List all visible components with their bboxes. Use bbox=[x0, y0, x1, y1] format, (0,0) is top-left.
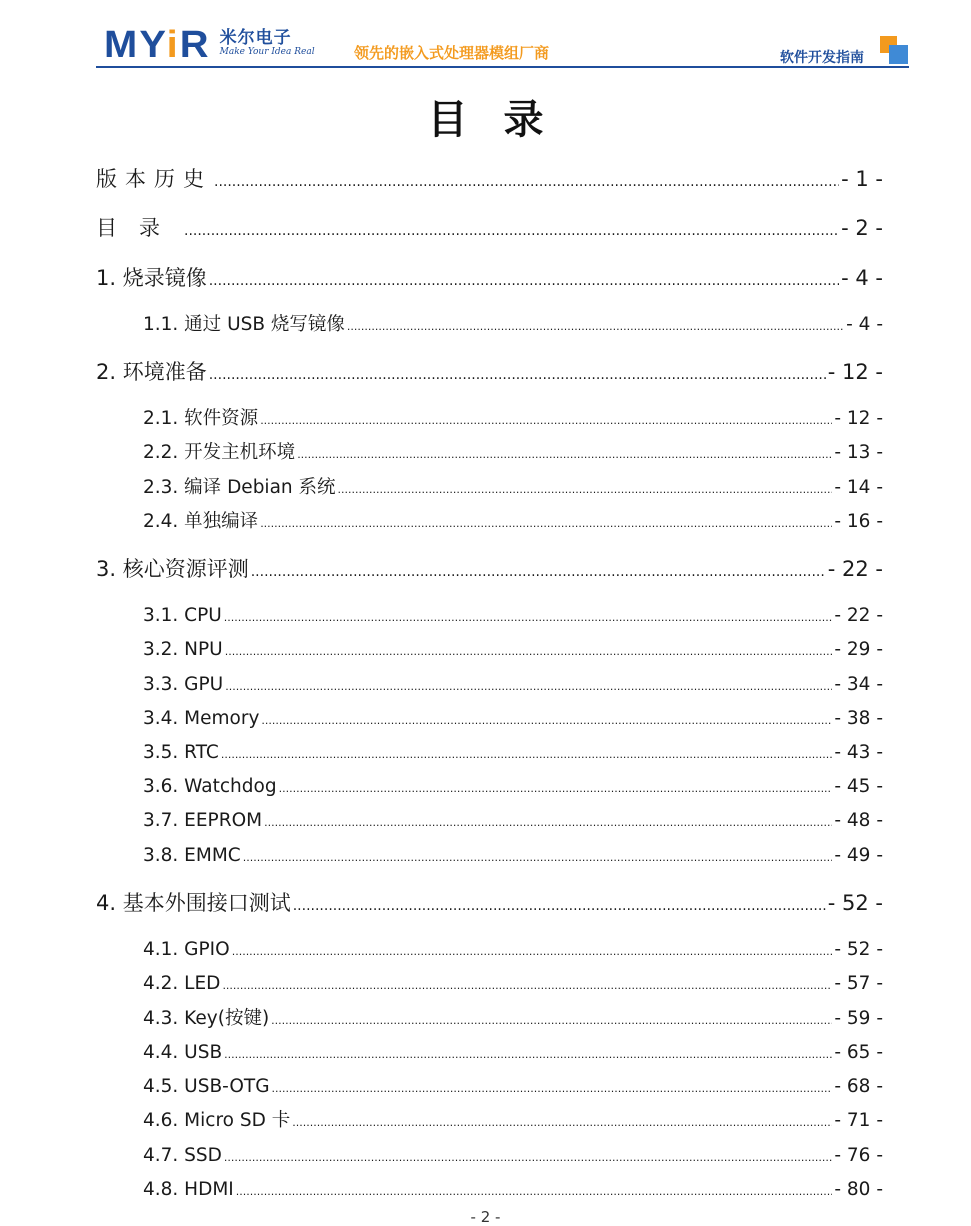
toc-entry-4-3[interactable]: 4.3. Key(按键) ..... - 59 - bbox=[143, 1006, 883, 1032]
toc-entry-4-6[interactable]: 4.6. Micro SD 卡 ..... - 71 - bbox=[143, 1108, 883, 1134]
toc-entry-4[interactable]: 4. 基本外围接口测试 ..... - 52 - bbox=[96, 888, 883, 918]
corner-square-blue-icon bbox=[889, 45, 908, 64]
toc-entry-version-history[interactable]: 版本历史 ..... - 1 - bbox=[96, 164, 883, 194]
toc-entry-2-4[interactable]: 2.4. 单独编译 ..... - 16 - bbox=[143, 509, 883, 535]
toc-entry-3-4[interactable]: 3.4. Memory ..... - 38 - bbox=[143, 706, 883, 732]
logo-chinese-name: 米尔电子 bbox=[219, 28, 292, 48]
toc-entry-2-1[interactable]: 2.1. 软件资源 ..... - 12 - bbox=[143, 406, 883, 432]
page-header bbox=[96, 20, 909, 70]
logo-tagline: Make Your Idea Real bbox=[219, 47, 315, 57]
toc-entry-4-1[interactable]: 4.1. GPIO ..... - 52 - bbox=[143, 937, 883, 963]
toc-entry-3-7[interactable]: 3.7. EEPROM ..... - 48 - bbox=[143, 808, 883, 834]
toc-entry-3-1[interactable]: 3.1. CPU ..... - 22 - bbox=[143, 603, 883, 629]
toc-entry-3-5[interactable]: 3.5. RTC ..... - 43 - bbox=[143, 740, 883, 766]
toc-entry-2-3[interactable]: 2.3. 编译 Debian 系统 ..... - 14 - bbox=[143, 475, 883, 501]
toc-title: 目录 bbox=[427, 97, 580, 143]
toc-entry-1-1[interactable]: 1.1. 通过 USB 烧写镜像 ..... - 4 - bbox=[143, 312, 883, 338]
toc-entry-3-2[interactable]: 3.2. NPU ..... - 29 - bbox=[143, 637, 883, 663]
toc-entry-3-8[interactable]: 3.8. EMMC ..... - 49 - bbox=[143, 843, 883, 869]
logo-wordmark-my: MY bbox=[104, 24, 167, 66]
toc-entry-4-5[interactable]: 4.5. USB-OTG ..... - 68 - bbox=[143, 1074, 883, 1100]
myir-logo bbox=[104, 24, 315, 68]
toc-entry-3-3[interactable]: 3.3. GPU ..... - 34 - bbox=[143, 672, 883, 698]
toc-entry-4-7[interactable]: 4.7. SSD ..... - 76 - bbox=[143, 1143, 883, 1169]
page-number: - 2 - bbox=[470, 1208, 501, 1226]
toc-entry-3-6[interactable]: 3.6. Watchdog ..... - 45 - bbox=[143, 774, 883, 800]
document-type: 软件开发指南 bbox=[780, 50, 864, 66]
toc-entry-4-4[interactable]: 4.4. USB ..... - 65 - bbox=[143, 1040, 883, 1066]
toc-entry-contents[interactable]: 目录 ..... - 2 - bbox=[96, 213, 883, 243]
toc-entry-4-2[interactable]: 4.2. LED ..... - 57 - bbox=[143, 971, 883, 997]
toc-entry-1[interactable]: 1. 烧录镜像 ..... - 4 - bbox=[96, 263, 883, 293]
header-divider bbox=[96, 66, 909, 68]
toc-entry-4-8[interactable]: 4.8. HDMI ..... - 80 - bbox=[143, 1177, 883, 1203]
logo-wordmark-i: i bbox=[166, 24, 180, 66]
header-slogan: 领先的嵌入式处理器模组厂商 bbox=[354, 44, 550, 62]
toc-entry-3[interactable]: 3. 核心资源评测 ..... - 22 - bbox=[96, 554, 883, 584]
toc-entry-2-2[interactable]: 2.2. 开发主机环境 ..... - 13 - bbox=[143, 440, 883, 466]
logo-wordmark bbox=[104, 24, 211, 66]
toc-entry-2[interactable]: 2. 环境准备 ..... - 12 - bbox=[96, 357, 883, 387]
logo-wordmark-r: R bbox=[179, 24, 211, 66]
